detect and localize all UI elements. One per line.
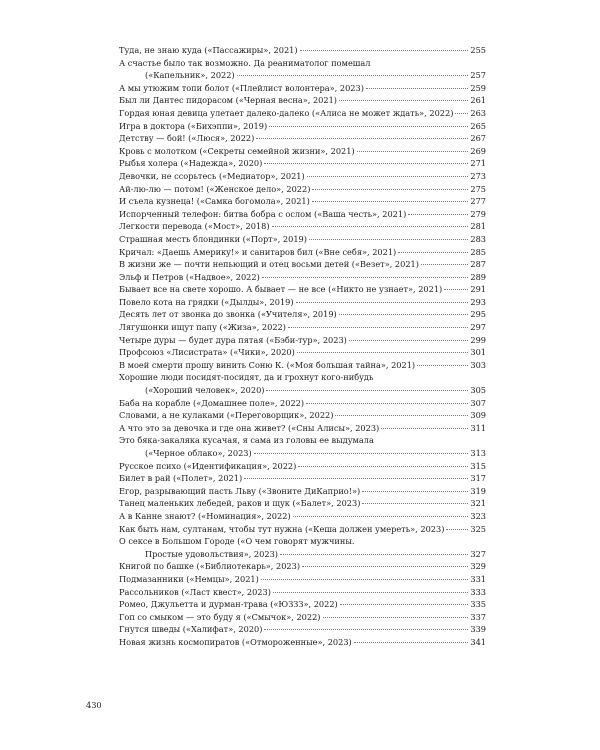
dot-leader [302,566,468,567]
toc-entry [119,472,486,485]
toc-entry [119,57,486,82]
toc-entry [119,120,486,133]
toc-entry-title-continued: («Черное облако», 2023) [145,448,252,458]
toc-page-number: 301 [470,347,486,358]
toc-page-number: 259 [470,82,486,93]
dot-leader [398,252,468,253]
dot-leader [298,466,468,467]
dot-leader [273,592,468,593]
toc-entry-title: Игра в доктора («Бихэппи», 2019) [119,120,268,131]
toc-entry-title: Испорченный телефон: битва бобра с ослом («Ваша честь», 2021) [119,208,407,219]
toc-entry-title: Рассольников («Ласт квест», 2023) [119,586,271,597]
toc-entry [119,220,486,233]
toc-entry-title: Эльф и Петров («Надвое», 2022) [119,271,260,282]
dot-leader [335,415,468,416]
toc-entry-title: Хорошие люди посидят-посидят, да и грохнут кого-нибудь [119,372,374,383]
toc-page-number: 311 [470,422,486,433]
toc-entry [119,107,486,120]
dot-leader [362,491,468,492]
toc-entry-title: Билет в рай («Полет», 2021) [119,473,243,484]
toc-entry-title: Словами, а не кулаками («Переговорщик», 2022) [119,410,334,421]
toc-entry-title: Туда, не знаю куда («Пассажиры», 2021) [119,45,298,55]
toc-page-number: 339 [470,624,486,635]
toc-entry-title: Новая жизнь космопиратов («Отмороженные», 2023) [119,636,352,647]
toc-entry-title: И съела кузнеца! («Самка богомола», 2021) [119,196,310,207]
toc-entry-title: А счастье было так возможно. Да реаниматолог помешал [119,57,371,68]
toc-page-number: 309 [470,410,486,421]
toc-entry-title: Детству — бой! («Люся», 2022) [119,133,255,144]
toc-entry [119,44,486,57]
dot-leader [244,478,468,479]
toc-page-number: 257 [470,70,486,81]
toc-entry-title: Гоп со смыком — это буду я («Смычок», 2022) [119,611,321,622]
toc-page-number: 299 [470,334,486,345]
dot-leader [421,264,468,265]
toc-page-number: 335 [470,599,486,610]
toc-entry-title-continued: («Капельник», 2022) [145,70,235,81]
dot-leader [307,176,469,177]
toc-page-number: 327 [470,548,486,559]
toc-entry-line [119,57,486,70]
toc-entry-title: Егор, разрывающий пасть Льву («Звоните ДиКаприо!») [119,485,361,496]
toc-entry [119,233,486,246]
toc-entry [119,523,486,536]
toc-entry-title: Как быть нам, султанам, чтобы тут нужна («Кеша должен умереть», 2023) [119,523,445,534]
toc-entry [119,145,486,158]
toc-entry [119,535,486,560]
toc-page-number: 263 [470,107,486,118]
dot-leader [323,617,469,618]
toc-entry [119,359,486,372]
toc-page-number: 325 [470,523,486,534]
toc-entry-line [119,535,486,548]
dot-leader [349,340,469,341]
toc-page-number: 319 [470,485,486,496]
dot-leader [339,100,468,101]
toc-entry [119,170,486,183]
toc-entry [119,409,486,422]
toc-page-number: 271 [470,158,486,169]
toc-page-number: 295 [470,309,486,320]
toc-page-number: 337 [470,611,486,622]
dot-leader [297,352,469,353]
toc-entry [119,208,486,221]
toc-entry-line [119,69,486,82]
toc-page-number: 303 [470,359,486,370]
toc-entry-title: В моей смерти прошу винить Соню К. («Моя большая тайна», 2021) [119,359,416,370]
dot-leader [300,50,469,51]
dot-leader [288,327,468,328]
toc-entry [119,321,486,334]
dot-leader [312,189,468,190]
toc-entry [119,573,486,586]
dot-leader [261,579,469,580]
toc-entry-title: Гордая юная девица улетает далеко-далеко («Алиса не может ждать», 2022) [119,107,454,118]
toc-entry [119,397,486,410]
dot-leader [296,302,469,303]
toc-entry [119,636,486,649]
toc-entry [119,422,486,435]
table-of-contents [119,44,486,649]
toc-entry-title: В жизни же — почти непьющий и отец восьми детей («Везет», 2021) [119,259,419,270]
toc-entry [119,560,486,573]
dot-leader [417,365,468,366]
toc-entry-title: Ромео, Джульетта и дурман-трава («ЮЗЗЗ», 2022) [119,599,338,610]
toc-page-number: 273 [470,170,486,181]
toc-entry [119,611,486,624]
dot-leader [444,289,468,290]
dot-leader [446,529,468,530]
toc-entry-title: Четыре дуры — будет дура пятая («Бэби-тур», 2023) [119,334,347,345]
toc-page-number: 323 [470,510,486,521]
toc-entry-title: Танец маленьких лебедей, раков и щук («Балет», 2023) [119,498,361,509]
toc-entry [119,283,486,296]
dot-leader [366,88,468,89]
toc-entry [119,308,486,321]
toc-entry-title: Бывает все на свете хорошо. А бывает — не все («Никто не узнает», 2021) [119,284,443,295]
toc-entry [119,346,486,359]
toc-page-number: 265 [470,120,486,131]
dot-leader [408,214,468,215]
toc-entry [119,183,486,196]
toc-entry [119,258,486,271]
toc-entry [119,586,486,599]
toc-entry [119,246,486,259]
toc-entry-title: О сексе в Большом Городе («О чем говорят мужчины. [119,536,355,547]
toc-entry-title: Был ли Дантес пидорасом («Черная весна», 2021) [119,95,337,106]
toc-entry-line [119,548,486,561]
toc-page-number: 289 [470,271,486,282]
toc-entry-title: Повело кота на грядки («Дылды», 2019) [119,296,294,307]
dot-leader [264,629,468,630]
toc-page-number: 275 [470,183,486,194]
toc-entry-title: Десять лет от звонка до звонка («Учителя», 2019) [119,309,337,320]
toc-entry [119,497,486,510]
dot-leader [256,138,468,139]
dot-leader [280,554,468,555]
toc-entry-line [119,384,486,397]
toc-page-number: 313 [470,448,486,458]
toc-entry-title: Рыбья холера («Надежда», 2020) [119,158,263,169]
toc-entry-line [119,371,486,384]
toc-entry-title: А что это за девочка и где она живет? («Сны Алисы», 2023) [119,422,380,433]
toc-entry [119,623,486,636]
toc-entry-title: Гнутся шведы («Халифат», 2020) [119,624,263,635]
toc-entry-title: Страшная месть блондинки («Порт», 2019) [119,233,307,244]
toc-entry-line [119,447,486,460]
dot-leader [262,277,469,278]
toc-entry [119,460,486,473]
toc-entry-title: А мы утюжим топи болот («Плейлист волонтера», 2023) [119,82,364,93]
toc-entry [119,485,486,498]
dot-leader [264,163,468,164]
dot-leader [354,642,469,643]
toc-entry [119,371,486,396]
toc-entry-title: Лягушонки ищут папу («Жиза», 2022) [119,322,286,333]
dot-leader [269,126,468,127]
toc-page-number: 293 [470,296,486,307]
dot-leader [254,453,469,454]
toc-entry [119,132,486,145]
toc-page-number: 305 [470,385,486,396]
toc-page-number: 329 [470,561,486,572]
toc-entry-title: Ай-лю-лю — потом! («Женское дело», 2022) [119,183,311,194]
toc-page-number: 291 [470,284,486,295]
toc-entry-title: Девочки, не ссорьтесь («Медиатор», 2021) [119,170,305,181]
toc-entry-title: Легкости перевода («Мост», 2018) [119,221,270,232]
toc-entry [119,271,486,284]
toc-entry-title: Это бяка-закаляка кусачая, я сама из головы ее выдумала [119,435,374,446]
dot-leader [312,201,469,202]
toc-page-number: 255 [470,45,486,55]
toc-entry [119,434,486,459]
dot-leader [340,604,469,605]
toc-entry [119,598,486,611]
toc-entry-title-continued: («Хороший человек», 2020) [145,385,265,396]
toc-page-number: 317 [470,473,486,484]
toc-page-number: 341 [470,636,486,647]
dot-leader [272,226,469,227]
toc-page-number: 277 [470,196,486,207]
toc-entry [119,334,486,347]
toc-page-number: 269 [470,145,486,156]
toc-entry-title: Русское психо («Идентификация», 2022) [119,460,297,471]
toc-entry-title-continued: Простые удовольствия», 2023) [145,548,278,559]
toc-page-number: 283 [470,233,486,244]
dot-leader [237,75,469,76]
dot-leader [306,403,468,404]
dot-leader [266,390,468,391]
dot-leader [339,314,469,315]
toc-entry [119,157,486,170]
toc-page-number: 315 [470,460,486,471]
toc-entry-title: Профсоюз «Лисистрата» («Чики», 2020) [119,347,295,358]
toc-page-number: 307 [470,397,486,408]
toc-page-number: 287 [470,259,486,270]
toc-page-number: 333 [470,586,486,597]
toc-page-number: 267 [470,133,486,144]
toc-page-number: 285 [470,246,486,257]
toc-page-number: 281 [470,221,486,232]
toc-entry-title: Кровь с молотком («Секреты семейной жизни», 2021) [119,145,355,156]
page-number: 430 [86,700,102,710]
dot-leader [293,516,469,517]
toc-page-number: 297 [470,322,486,333]
toc-page-number: 321 [470,498,486,509]
toc-entry [119,82,486,95]
toc-page-number: 331 [470,573,486,584]
dot-leader [362,503,468,504]
toc-entry-title: А в Канне знают? («Номинация», 2022) [119,510,291,521]
toc-entry [119,94,486,107]
toc-entry-line [119,434,486,447]
toc-entry [119,510,486,523]
dot-leader [381,428,468,429]
toc-entry [119,195,486,208]
toc-entry-title: Баба на корабле («Домашнее поле», 2022) [119,397,305,408]
toc-entry-title: Подмазанники («Немцы», 2021) [119,573,259,584]
toc-entry-title: Кричал: «Даешь Америку!» и санитаров бил («Вне себя», 2021) [119,246,397,257]
toc-entry-title: Книгой по башке («Библиотекарь», 2023) [119,561,301,572]
dot-leader [455,113,468,114]
dot-leader [309,239,468,240]
toc-page-number: 279 [470,208,486,219]
toc-page-number: 261 [470,95,486,106]
dot-leader [357,151,469,152]
toc-entry [119,296,486,309]
